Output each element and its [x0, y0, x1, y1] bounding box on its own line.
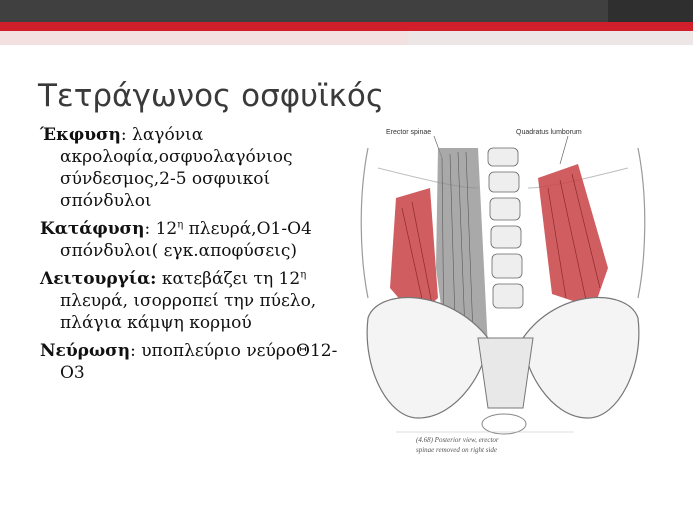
origin-paragraph — [40, 124, 340, 212]
insertion-text-after: πλευρά,Ο1-Ο4 σπόνδυλοι( εγκ.αποφύσεις) — [60, 219, 312, 261]
figure-caption-line2: spinae removed on right side — [416, 446, 498, 454]
figure-caption-line1: (4.68) Posterior view, erector — [416, 436, 499, 444]
slide-body — [40, 124, 340, 390]
header-dark-bar — [0, 0, 693, 22]
quadratus-lumborum-label: Quadratus lumborum — [516, 129, 582, 136]
erector-spinae-label: Erector spinae — [386, 129, 432, 136]
function-superscript: η — [300, 269, 307, 281]
header-red-stripe — [0, 22, 693, 31]
function-text-before: κατεβάζει τη 12 — [156, 269, 301, 289]
insertion-superscript: η — [177, 219, 184, 231]
header-gray-stripe — [408, 31, 693, 45]
function-term: Λειτουργία: — [40, 269, 157, 289]
sacrum — [478, 338, 533, 408]
insertion-term: Κατάφυση — [40, 219, 145, 239]
function-paragraph — [40, 268, 340, 334]
function-text-after: πλευρά, ισορροπεί την πύελο, πλάγια κάμψη κορμού — [60, 291, 317, 333]
innervation-term: Νεύρωση — [40, 341, 131, 361]
insertion-text-before: : 12 — [144, 219, 178, 239]
insertion-paragraph — [40, 218, 340, 262]
anatomy-illustration — [338, 118, 670, 474]
slide-title: Τετράγωνος οσφυϊκός — [38, 78, 385, 114]
innervation-paragraph — [40, 340, 340, 384]
header-dark-bar-right — [608, 0, 693, 22]
innervation-text: : υποπλεύριο νεύροΘ12-Ο3 — [60, 341, 338, 383]
origin-text: : λαγόνια ακρολοφία,οσφυολαγόνιος σύνδεσμος,2-5 οσφυικοί σπόνδυλοι — [60, 125, 293, 211]
origin-term: Έκφυση — [40, 125, 121, 145]
